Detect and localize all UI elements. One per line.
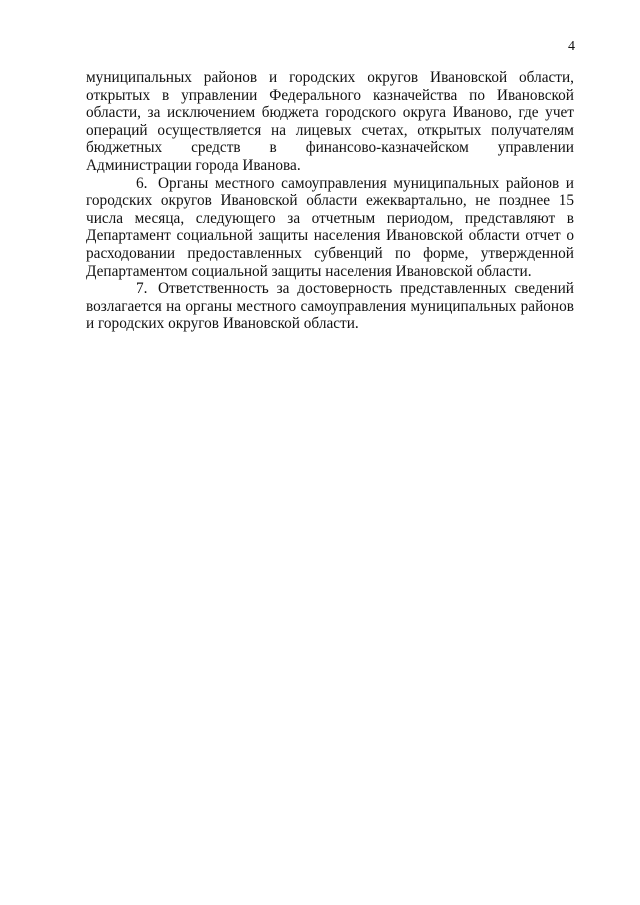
text-line: бюджетных средств в финансово-казначейском управлении [86,139,574,157]
page-number: 4 [568,39,575,54]
item-first-line-text: Ответственность за достоверность представленных сведений [158,280,574,298]
item-number: 7. [136,280,148,298]
text-line: открытых в управлении Федерального казначейства по Ивановской [86,86,574,104]
text-line: области, за исключением бюджета городского округа Иваново, где учет [86,104,574,122]
text-line: Администрации города Иванова. [86,156,301,174]
paragraph-continuation [86,69,574,175]
text-line: городских округов Ивановской области ежеквартально, не позднее 15 [86,192,574,210]
item-first-line [86,175,574,193]
item-first-line [86,280,574,298]
text-line: операций осуществляется на лицевых счетах, открытых получателям [86,121,574,139]
text-line: возлагается на органы местного самоуправления муниципальных районов [86,297,574,315]
text-line: числа месяца, следующего за отчетным периодом, представляют в [86,209,574,227]
document-body [86,69,574,333]
item-number: 6. [136,174,148,192]
text-line: и городских округов Ивановской области. [86,315,359,333]
text-line: Департаментом социальной защиты населения Ивановской области. [86,262,532,280]
text-line: муниципальных районов и городских округов Ивановской области, [86,69,574,86]
text-line: Департамент социальной защиты населения Ивановской области отчет о [86,227,574,245]
text-line: расходовании предоставленных субвенций по форме, утвержденной [86,244,574,262]
numbered-item-6 [86,175,574,281]
numbered-item-7 [86,280,574,333]
item-first-line-text: Органы местного самоуправления муниципальных районов и [158,174,574,192]
